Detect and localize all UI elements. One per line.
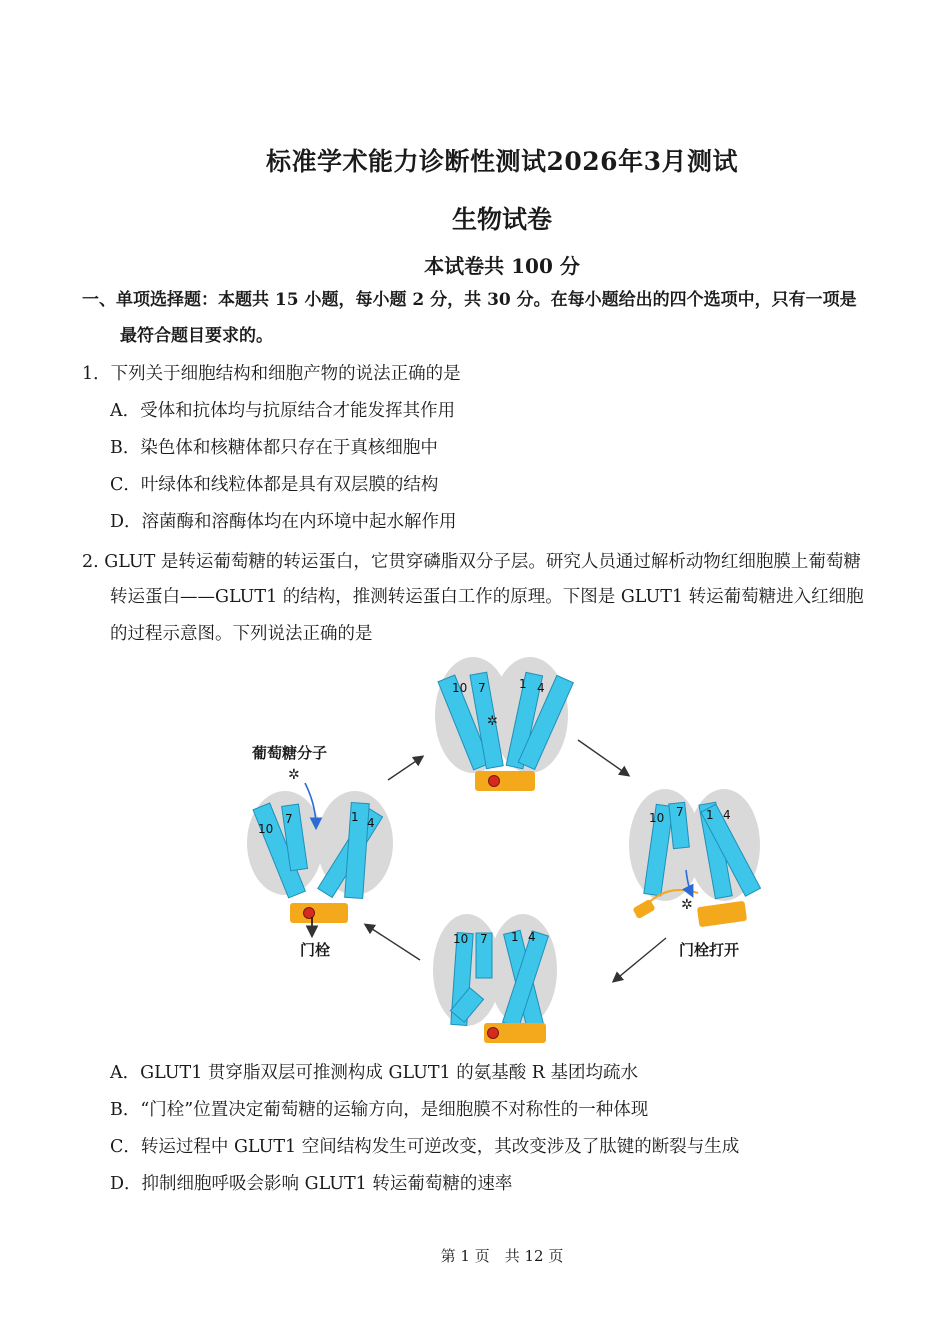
q1-option-c: C．叶绿体和线粒体都是具有双层膜的结构 (110, 475, 439, 495)
subject-title: 生物试卷 (451, 205, 552, 234)
helix-label-10: 10 (258, 822, 274, 836)
state-top (435, 657, 573, 791)
latch-dot (488, 1028, 499, 1039)
q2-stem-line3: 的过程示意图。下列说法正确的是 (110, 624, 373, 644)
latch-label: 门栓 (300, 941, 331, 959)
glucose-icon: ✲ (288, 767, 300, 783)
helix-label-7: 7 (480, 932, 488, 946)
helix-label-7: 7 (285, 812, 293, 826)
helix-label-4: 4 (537, 681, 545, 695)
q2-option-b: B．“门栓”位置决定葡萄糖的运输方向，是细胞膜不对称性的一种体现 (110, 1100, 649, 1120)
helix-label-7: 7 (676, 805, 684, 819)
helix-label-1: 1 (519, 677, 527, 691)
section-heading (82, 282, 932, 354)
page-number: 第 1 页 共 12 页 (440, 1247, 564, 1265)
latch-shape (697, 901, 747, 927)
helix-label-10: 10 (649, 811, 665, 825)
cycle-arrow-right-to-bottom (614, 938, 666, 981)
q2-stem-line1: 2. GLUT 是转运葡萄糖的转运蛋白，它贯穿磷脂双分子层。研究人员通过解析动物红细胞膜上葡萄糖 (82, 552, 861, 572)
latch-shape (290, 903, 348, 923)
q2-option-a: A．GLUT1 贯穿脂双层可推测构成 GLUT1 的氨基酸 R 基团均疏水 (110, 1063, 639, 1083)
helix-label-1: 1 (511, 930, 519, 944)
helix-label-10: 10 (452, 681, 468, 695)
glucose-icon: ✲ (487, 714, 498, 729)
latch-open-label: 门栓打开 (679, 941, 740, 959)
exam-title: 标准学术能力诊断性测试2026年3月测试 (266, 147, 738, 176)
helix-label-4: 4 (367, 816, 375, 830)
q1-stem: 1．下列关于细胞结构和细胞产物的说法正确的是 (82, 364, 461, 384)
helix-label-4: 4 (528, 930, 536, 944)
q1-option-a: A．受体和抗体均与抗原结合才能发挥其作用 (110, 401, 456, 421)
section-heading-line1: 一、单项选择题：本题共 15 小题，每小题 2 分，共 30 分。在每小题给出的四个选项中，只有一项是 (82, 290, 857, 310)
cycle-arrow-left-to-top (388, 757, 422, 780)
helix-label-1: 1 (706, 808, 714, 822)
q2-option-c: C．转运过程中 GLUT1 空间结构发生可逆改变，其改变涉及了肽键的断裂与生成 (110, 1137, 740, 1157)
score-note: 本试卷共 100 分 (424, 254, 580, 278)
helix-label-1: 1 (351, 810, 359, 824)
latch-shape (632, 899, 655, 919)
q1-option-d: D．溶菌酶和溶酶体均在内环境中起水解作用 (110, 512, 457, 532)
latch-dot (304, 908, 315, 919)
glut1-transport-diagram (230, 655, 770, 1050)
q2-stem-line2: 转运蛋白——GLUT1 的结构，推测转运蛋白工作的原理。下图是 GLUT1 转运葡萄糖进入红细胞 (110, 587, 864, 607)
helix-label-7: 7 (478, 681, 486, 695)
latch-shape (475, 771, 535, 791)
glucose-icon: ✲ (681, 897, 693, 913)
glucose-label: 葡萄糖分子 (252, 744, 328, 762)
state-right (629, 789, 760, 959)
cycle-arrow-top-to-right (578, 740, 628, 775)
helix-label-4: 4 (723, 808, 731, 822)
state-left (247, 744, 393, 959)
q1-option-b: B．染色体和核糖体都只存在于真核细胞中 (110, 438, 438, 458)
cycle-arrow-bottom-to-left (366, 925, 420, 960)
section-heading-line2: 最符合题目要求的。 (120, 326, 273, 346)
helix-label-10: 10 (453, 932, 469, 946)
q2-option-d: D．抑制细胞呼吸会影响 GLUT1 转运葡萄糖的速率 (110, 1174, 513, 1194)
latch-dot (489, 776, 500, 787)
state-bottom (433, 914, 557, 1043)
